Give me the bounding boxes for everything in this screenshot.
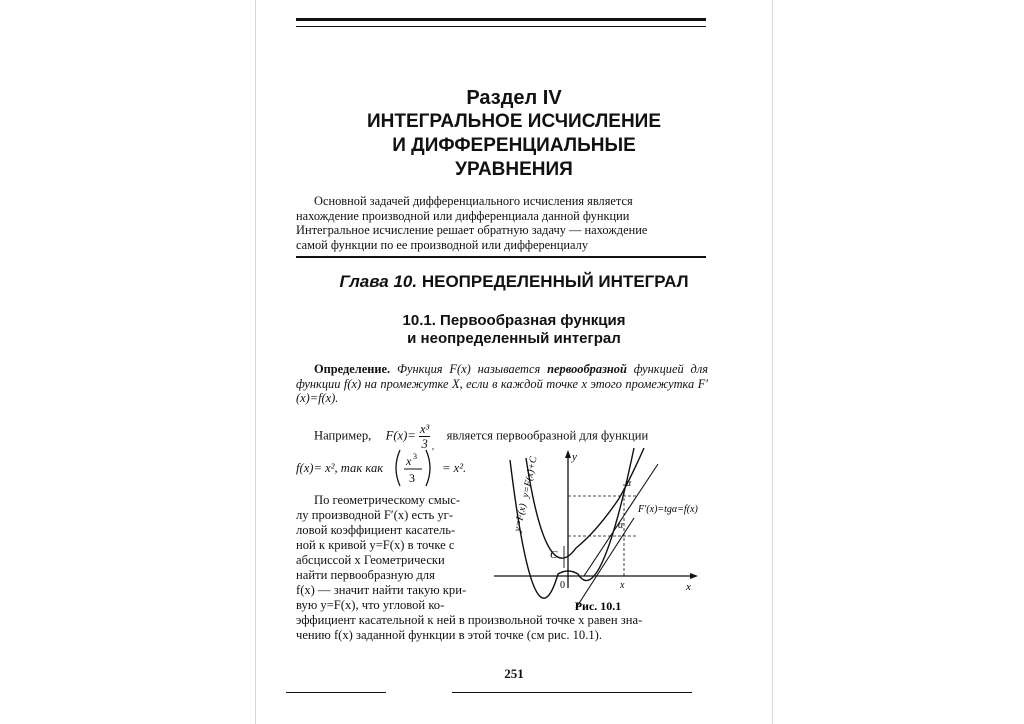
x-axis-arrow [690, 573, 698, 579]
svg-text:3: 3 [413, 452, 417, 461]
tangent-label: F′(x)=tgα=f(x) [638, 504, 698, 515]
body-line: чению f(x) заданной функции в этой точке (см рис. 10.1). [296, 628, 602, 642]
part-title-line-1: ИНТЕГРАЛЬНОЕ ИСЧИСЛЕНИЕ [366, 111, 662, 132]
section-title-line-2: и неопределенный интеграл [407, 330, 621, 347]
bottom-rule-left [286, 692, 386, 693]
definition-paragraph [296, 362, 708, 406]
svg-text:′: ′ [432, 447, 435, 458]
section-title-line-1: 10.1. Первообразная функция [402, 312, 626, 329]
figure-caption: Рис. 10.1 [574, 599, 622, 613]
body-line: лу производной F′(x) есть уг- [296, 508, 454, 522]
intro-line: Интегральное исчисление решает обратную задачу — нахождение [296, 223, 648, 238]
axis-y-label: y [572, 451, 577, 463]
intro-line: Основной задачей дифференциального исчисления является [314, 194, 633, 208]
alpha-upper: α [626, 478, 632, 489]
intro-rule [296, 256, 706, 258]
origin-label: 0 [560, 580, 565, 591]
fraction-denominator: 3 [421, 437, 428, 451]
example-lead: Например, [314, 428, 372, 443]
top-rule-thin [296, 26, 706, 27]
body-line: вую y=F(x), что угловой ко- [296, 598, 445, 612]
curve-label-top: y=F(x)+C [520, 455, 540, 499]
body-line: f(x) — значит найти такую кри- [296, 583, 467, 597]
alpha-lower: α [618, 520, 624, 531]
chapter-heading [256, 272, 772, 292]
svg-text:3: 3 [409, 471, 415, 485]
part-label: Раздел IV [466, 87, 562, 109]
definition-part1: Функция F(x) называется [397, 362, 541, 376]
c-label: C [550, 549, 558, 561]
definition-bold-word: первообразной [547, 362, 627, 376]
svg-text:x: x [406, 454, 412, 468]
example-line-2-right: = x². [442, 461, 467, 475]
axis-x-label: x [686, 581, 691, 593]
curve-upper [526, 448, 644, 558]
bottom-rule-right [452, 692, 692, 693]
chapter-title: НЕОПРЕДЕЛЕННЫЙ ИНТЕГРАЛ [421, 272, 689, 291]
fraction-numerator: x³ [419, 422, 430, 436]
chapter-prefix: Глава 10. [339, 272, 418, 291]
definition-part2: функцией для функции f(x) на промежутке X, если в каждой точке x этого промежутка F′(x)=f(x). [296, 362, 708, 406]
part-title-line-2: И ДИФФЕРЕНЦИАЛЬНЫЕ [392, 135, 636, 156]
body-line: По геометрическому смыс- [314, 493, 461, 507]
example-line-2-left: f(x)= x², так как [296, 461, 384, 475]
definition-term: Определение. [314, 362, 391, 376]
top-rule-thick [296, 18, 706, 21]
curve-label-low: y=F(x) [512, 502, 529, 533]
book-page [255, 0, 773, 724]
intro-line: самой функции по ее производной или дифференциалу [296, 237, 589, 252]
figure-10-1 [488, 440, 710, 618]
tangent-lower [576, 518, 634, 608]
body-line: ной к кривой y=F(x) в точке с [296, 538, 455, 552]
page-number: 251 [504, 666, 524, 681]
example-tail: является первообразной для функции [446, 428, 649, 443]
body-line: найти первообразную для [296, 568, 435, 582]
intro-line: нахождение производной или дифференциала данной функции [296, 208, 630, 223]
body-line: абсциссой x Геометрически [296, 553, 445, 567]
x-point-label: x [620, 580, 625, 591]
part-title-line-3: УРАВНЕНИЯ [455, 159, 573, 180]
body-line: эффициент касательной к ней в произвольной точке x равен зна- [296, 613, 643, 627]
example-fx: F(x)= [385, 428, 416, 443]
y-axis-arrow [565, 450, 571, 458]
body-column [296, 493, 508, 613]
intro-paragraph [296, 194, 708, 252]
body-line: ловой коэффициент касатель- [296, 523, 456, 537]
